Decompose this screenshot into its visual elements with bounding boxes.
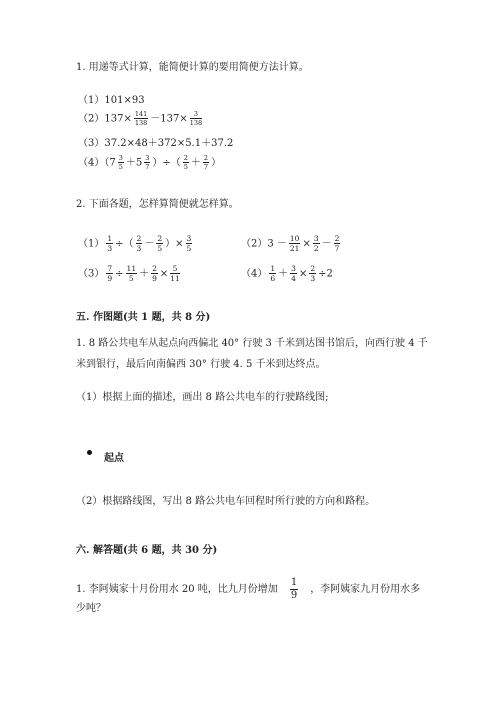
section-6-heading: 六. 解答题(共 6 题，共 30 分) [76,545,218,556]
section-5-problem-line-1: 1. 8 路公共电车从起点向西偏北 40° 行驶 3 千米到达图书馆后，向西行驶 4 千 [76,338,428,349]
q2-problem-2: （2）3 － $\frac{10}{21}$ × $\frac{3}{2}$ － $\frac{2}{7}$ [241,234,340,253]
fraction: $\frac{1}{6}$ [270,264,276,283]
section-6-problem-1: 1. 李阿姨家十月份用水 20 吨，比九月份增加 $\frac{1}{9}$ ，李阿姨家九月份用水多 [76,577,421,601]
fraction: $\frac{1}{3}$ [107,234,113,253]
q1-item-1: （1）101×93 [78,95,145,106]
question-2-title: 2. 下面各题，怎样算简便就怎样算。 [76,199,239,210]
start-point-dot [87,450,92,455]
fraction: $\frac{2}{3}$ [136,234,142,253]
fraction: $\frac{1}{9}$ [290,577,298,601]
start-point-label: 起点 [104,453,124,464]
fraction: $\frac{2}{9}$ [152,264,157,283]
section-5-problem-line-2: 米到银行，最后向南偏西 30° 行驶 4. 5 千米到达终点。 [76,359,326,370]
section-6-problem-1-line-2: 少吨？ [76,603,106,614]
q2-problem-1: （1） $\frac{1}{3}$ ÷（ $\frac{2}{3}$ － $\frac{2}{5}$ ）× $\frac{3}{5}$ [78,234,192,253]
section-5-heading: 五. 作图题(共 1 题，共 8 分) [76,312,211,323]
section-5-subquestion-2: （2）根据路线图，写出 8 路公共电车回程时所行驶的方向和路程。 [76,496,376,507]
q2-problem-4: （4） $\frac{1}{6}$ ＋ $\frac{3}{4}$ × $\frac{2}{3}$ ÷2 [241,264,333,283]
q1-item-3: （3）37.2×48＋372×5.1＋37.2 [78,138,234,149]
fraction: $\frac{3}{138}$ [189,110,203,127]
fraction: $\frac{141}{138}$ [134,110,148,127]
q2-problem-3: （3） $\frac{7}{9}$ ÷ $\frac{11}{5}$ ＋ $\frac{2}{9}$ × $\frac{5}{11}$ [78,264,180,283]
fraction: $\frac{3}{2}$ [313,234,319,253]
section-5-subquestion-1: （1）根据上面的描述，画出 8 路公共电车的行驶路线图; [76,392,329,403]
fraction: $\frac{3}{5}$ [186,234,192,253]
fraction: $\frac{11}{5}$ [126,264,137,283]
fraction: $\frac{2}{3}$ [310,264,316,283]
question-1-title: 1. 用递等式计算，能简便计算的要用简便方法计算。 [76,62,309,73]
fraction: $\frac{7}{9}$ [107,264,113,283]
fraction: $\frac{2}{7}$ [334,234,340,253]
fraction: $\frac{2}{5}$ [157,234,163,253]
fraction: $\frac{3}{5}$ [118,154,123,171]
fraction: $\frac{3}{4}$ [291,264,296,283]
fraction: $\frac{3}{7}$ [145,154,150,171]
fraction: $\frac{2}{5}$ [183,154,188,171]
q1-item-4: （4）（7 $\frac{3}{5}$ ＋5 $\frac{3}{7}$ ）÷（ $\frac{2}{5}$ ＋ $\frac{2}{7}$ ） [78,154,222,171]
fraction: $\frac{10}{21}$ [289,234,300,253]
fraction: $\frac{5}{11}$ [170,264,180,283]
q1-item-2: （2）137× $\frac{141}{138}$ －137× $\frac{3}{138}$ [78,110,203,127]
fraction: $\frac{2}{7}$ [203,154,209,171]
